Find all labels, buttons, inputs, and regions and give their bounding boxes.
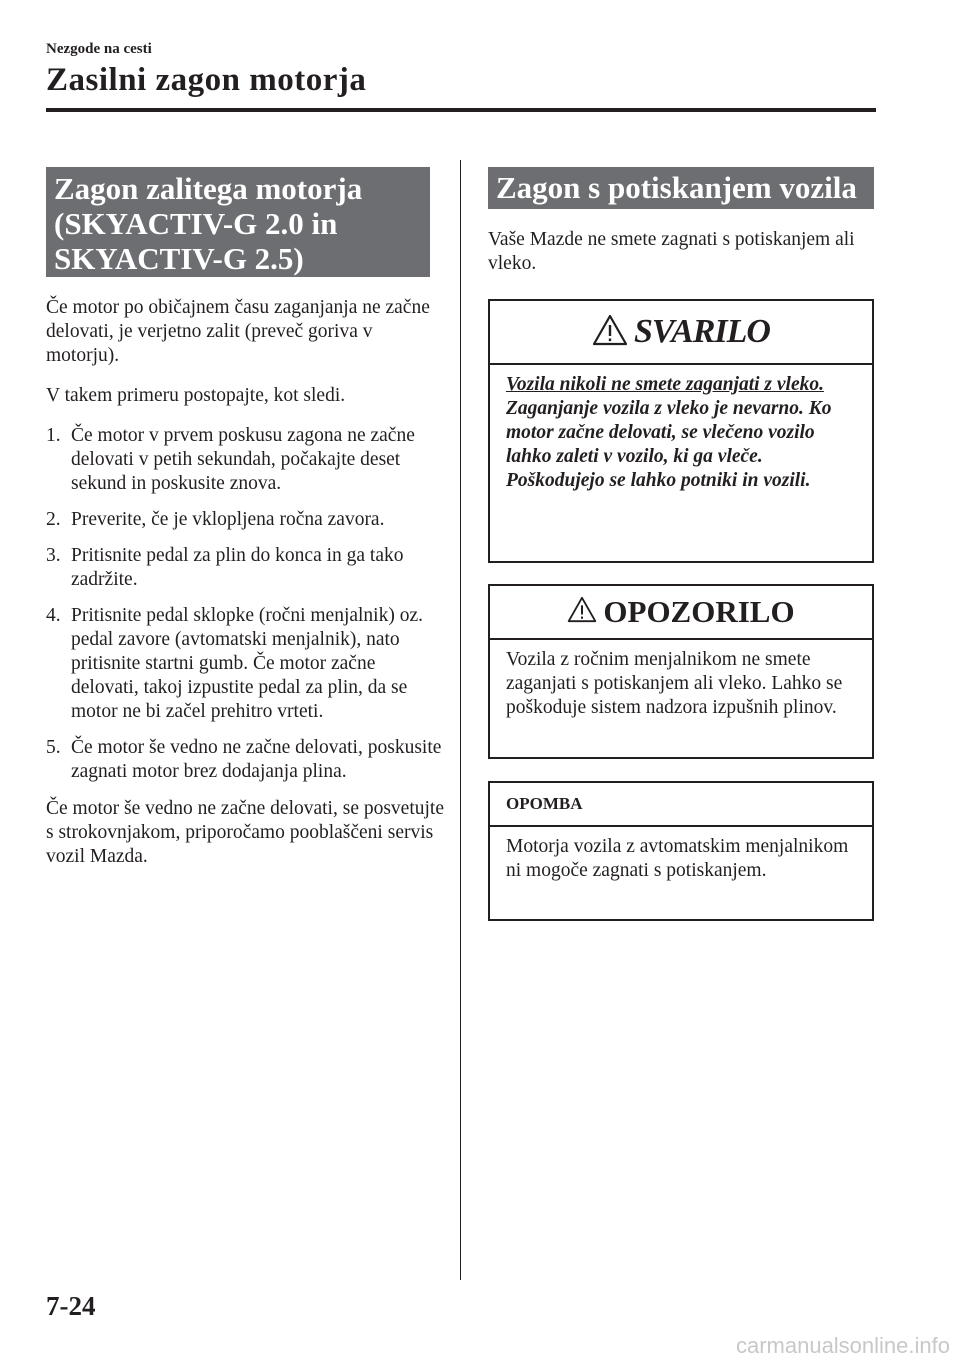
section-heading-flooded-engine (46, 167, 430, 277)
warning-box (488, 299, 874, 563)
section-heading-push-start: Zagon s potiskanjem vozila (488, 167, 874, 209)
step-item (46, 424, 446, 496)
caution-box (488, 584, 874, 759)
page-number: 7-24 (46, 1291, 96, 1321)
step-text: Pritisnite pedal sklopke (ročni menjalnik) oz. pedal zavore (avtomatski menjalnik), nato pritisnite startni gumb. Če motor začne delovati, takoj izpustite pedal za plin, da se motor ne bi začel prehitro vrteti. (71, 605, 423, 722)
step-item (46, 544, 446, 592)
warning-header (490, 301, 872, 365)
section-heading-line: (SKYACTIV-G 2.0 in (54, 206, 338, 241)
watermark: carmanualsonline.info (735, 1333, 950, 1358)
step-text: Če motor v prvem poskusu zagona ne začne delovati v petih sekundah, počakajte deset sekund in poskusite znova. (71, 425, 415, 494)
caution-triangle-icon (567, 596, 597, 628)
title-rule (46, 108, 876, 112)
column-divider (460, 160, 461, 1280)
step-item (46, 736, 446, 784)
warning-triangle-icon (592, 314, 628, 351)
warning-headline: Vozila nikoli ne smete zaganjati z vleko. (506, 374, 824, 395)
warning-body (490, 365, 872, 503)
step-number: 3. (46, 545, 61, 566)
page-title: Zasilni zagon motorja (46, 62, 367, 98)
right-column (488, 228, 874, 292)
intro-paragraph: Vaše Mazde ne smete zagnati s potiskanjem ali vleko. (488, 229, 855, 274)
step-number: 2. (46, 509, 61, 530)
intro-paragraph: Če motor po običajnem času zaganjanja ne začne delovati, je verjetno zalit (preveč goriva v motorju). (46, 297, 430, 366)
note-label: OPOMBA (506, 794, 583, 813)
step-item (46, 508, 446, 532)
lead-paragraph: V takem primeru postopajte, kot sledi. (46, 385, 346, 406)
warning-text: Zaganjanje vozila z vleko je nevarno. Ko motor začne delovati, se vlečeno vozilo lahko zaleti v vozilo, ki ga vleče. Poškodujejo se lahko potniki in vozili. (506, 398, 832, 491)
closing-paragraph: Če motor še vedno ne začne delovati, se posvetujte s strokovnjakom, priporočamo pooblaščeni servis vozil Mazda. (46, 798, 444, 867)
steps-list (46, 424, 446, 784)
note-box (488, 781, 874, 921)
step-item (46, 604, 446, 724)
step-text: Preverite, če je vklopljena ročna zavora. (71, 509, 385, 530)
breadcrumb: Nezgode na cesti (46, 41, 152, 57)
caution-text: Vozila z ročnim menjalnikom ne smete zaganjati s potiskanjem ali vleko. Lahko se poškoduje sistem nadzora izpušnih plinov. (506, 649, 843, 718)
step-text: Pritisnite pedal za plin do konca in ga tako zadržite. (71, 545, 404, 590)
section-heading-line: Zagon zalitega motorja (54, 171, 363, 206)
note-header (490, 783, 872, 827)
step-number: 1. (46, 425, 61, 446)
warning-label: SVARILO (634, 313, 770, 350)
note-text: Motorja vozila z avtomatskim menjalnikom ni mogoče zagnati s potiskanjem. (506, 836, 849, 881)
section-heading-line: SKYACTIV-G 2.5) (54, 241, 304, 276)
caution-header (490, 586, 872, 640)
step-number: 4. (46, 605, 61, 626)
left-column (46, 296, 446, 885)
step-number: 5. (46, 737, 61, 758)
caution-label: OPOZORILO (603, 594, 795, 629)
step-text: Če motor še vedno ne začne delovati, poskusite zagnati motor brez dodajanja plina. (71, 737, 442, 782)
